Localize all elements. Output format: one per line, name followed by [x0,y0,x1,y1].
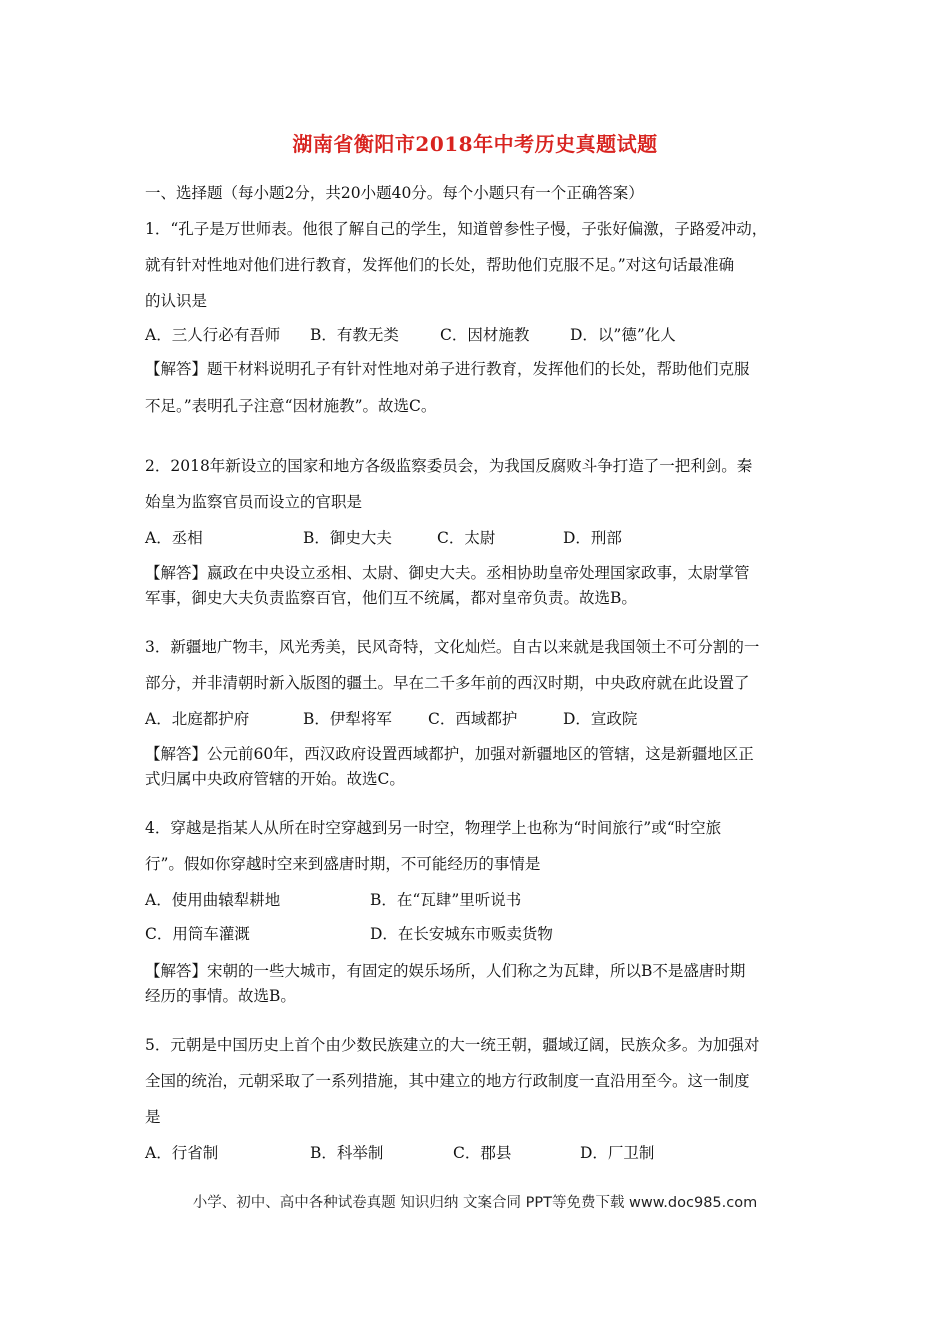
q3-option-b: B．伊犁将军 [303,710,392,728]
q5-option-d: D．厂卫制 [580,1144,655,1162]
q5-stem-line-1: 5．元朝是中国历史上首个由少数民族建立的大一统王朝，疆域辽阔，民族众多。为加强对 [145,1036,760,1054]
q1-answer-line-2: 不足。”表明孔子注意“因材施教”。故选C。 [145,397,437,415]
q1-answer-line-1: 【解答】题干材料说明孔子有针对性地对弟子进行教育，发挥他们的长处，帮助他们克服 [145,360,750,378]
q4-option-a: A．使用曲辕犁耕地 [145,891,281,909]
q4-answer-line-2: 经历的事情。故选B。 [145,987,296,1005]
q4-option-b: B．在“瓦肆”里听说书 [370,891,522,909]
q5-option-a: A．行省制 [145,1144,219,1162]
q3-stem-line-1: 3．新疆地广物丰，风光秀美，民风奇特，文化灿烂。自古以来就是我国领土不可分割的一 [145,638,760,656]
q2-option-a: A．丞相 [145,529,203,547]
q1-stem-line-2: 就有针对性地对他们进行教育，发挥他们的长处，帮助他们克服不足。”对这句话最准确 [145,256,735,274]
q4-option-d: D．在长安城东市贩卖货物 [370,925,553,943]
q4-stem-line-2: 行”。假如你穿越时空来到盛唐时期，不可能经历的事情是 [145,855,541,873]
q1-option-a: A．三人行必有吾师 [145,326,281,344]
q3-answer-line-2: 式归属中央政府管辖的开始。故选C。 [145,770,405,788]
q2-stem-line-1: 2．2018年新设立的国家和地方各级监察委员会，为我国反腐败斗争打造了一把利剑。秦 [145,457,753,475]
q4-option-c: C．用筒车灌溉 [145,925,250,943]
document-title: 湖南省衡阳市2018年中考历史真题试题 [292,132,658,156]
q4-answer-line-1: 【解答】宋朝的一些大城市，有固定的娱乐场所，人们称之为瓦肆，所以B不是盛唐时期 [145,962,746,980]
section-heading: 一、选择题（每小题2分，共20小题40分。每个小题只有一个正确答案） [145,184,644,202]
q3-option-a: A．北庭都护府 [145,710,250,728]
q3-stem-line-2: 部分，并非清朝时新入版图的疆土。早在二千多年前的西汉时期，中央政府就在此设置了 [145,674,750,692]
q2-answer-line-1: 【解答】嬴政在中央设立丞相、太尉、御史大夫。丞相协助皇帝处理国家政事，太尉掌管 [145,564,750,582]
q3-option-c: C．西域都护 [428,710,518,728]
q5-option-c: C．郡县 [453,1144,512,1162]
q2-option-b: B．御史大夫 [303,529,392,547]
q3-answer-line-1: 【解答】公元前60年，西汉政府设置西域都护，加强对新疆地区的管辖，这是新疆地区正 [145,745,754,763]
q1-option-c: C．因材施教 [440,326,530,344]
q1-option-d: D．以”德”化人 [570,326,676,344]
q2-option-d: D．刑部 [563,529,622,547]
q4-stem-line-1: 4．穿越是指某人从所在时空穿越到另一时空，物理学上也称为“时间旅行”或“时空旅 [145,819,722,837]
q2-answer-line-2: 军事，御史大夫负责监察百官，他们互不统属，都对皇帝负责。故选B。 [145,589,637,607]
footer-download-note: 小学、初中、高中各种试卷真题 知识归纳 文案合同 PPT等免费下载 www.doc985.com [192,1195,758,1211]
q1-option-b: B．有教无类 [310,326,399,344]
q2-option-c: C．太尉 [437,529,496,547]
q3-option-d: D．宣政院 [563,710,638,728]
q1-stem-line-1: 1．“孔子是万世师表。他很了解自己的学生，知道曾参性子慢，子张好偏激，子路爱冲动， [145,220,768,238]
q5-option-b: B．科举制 [310,1144,384,1162]
q5-stem-line-3: 是 [145,1108,161,1126]
q5-stem-line-2: 全国的统治，元朝采取了一系列措施，其中建立的地方行政制度一直沿用至今。这一制度 [145,1072,750,1090]
q1-stem-line-3: 的认识是 [145,292,208,310]
q2-stem-line-2: 始皇为监察官员而设立的官职是 [145,493,363,511]
